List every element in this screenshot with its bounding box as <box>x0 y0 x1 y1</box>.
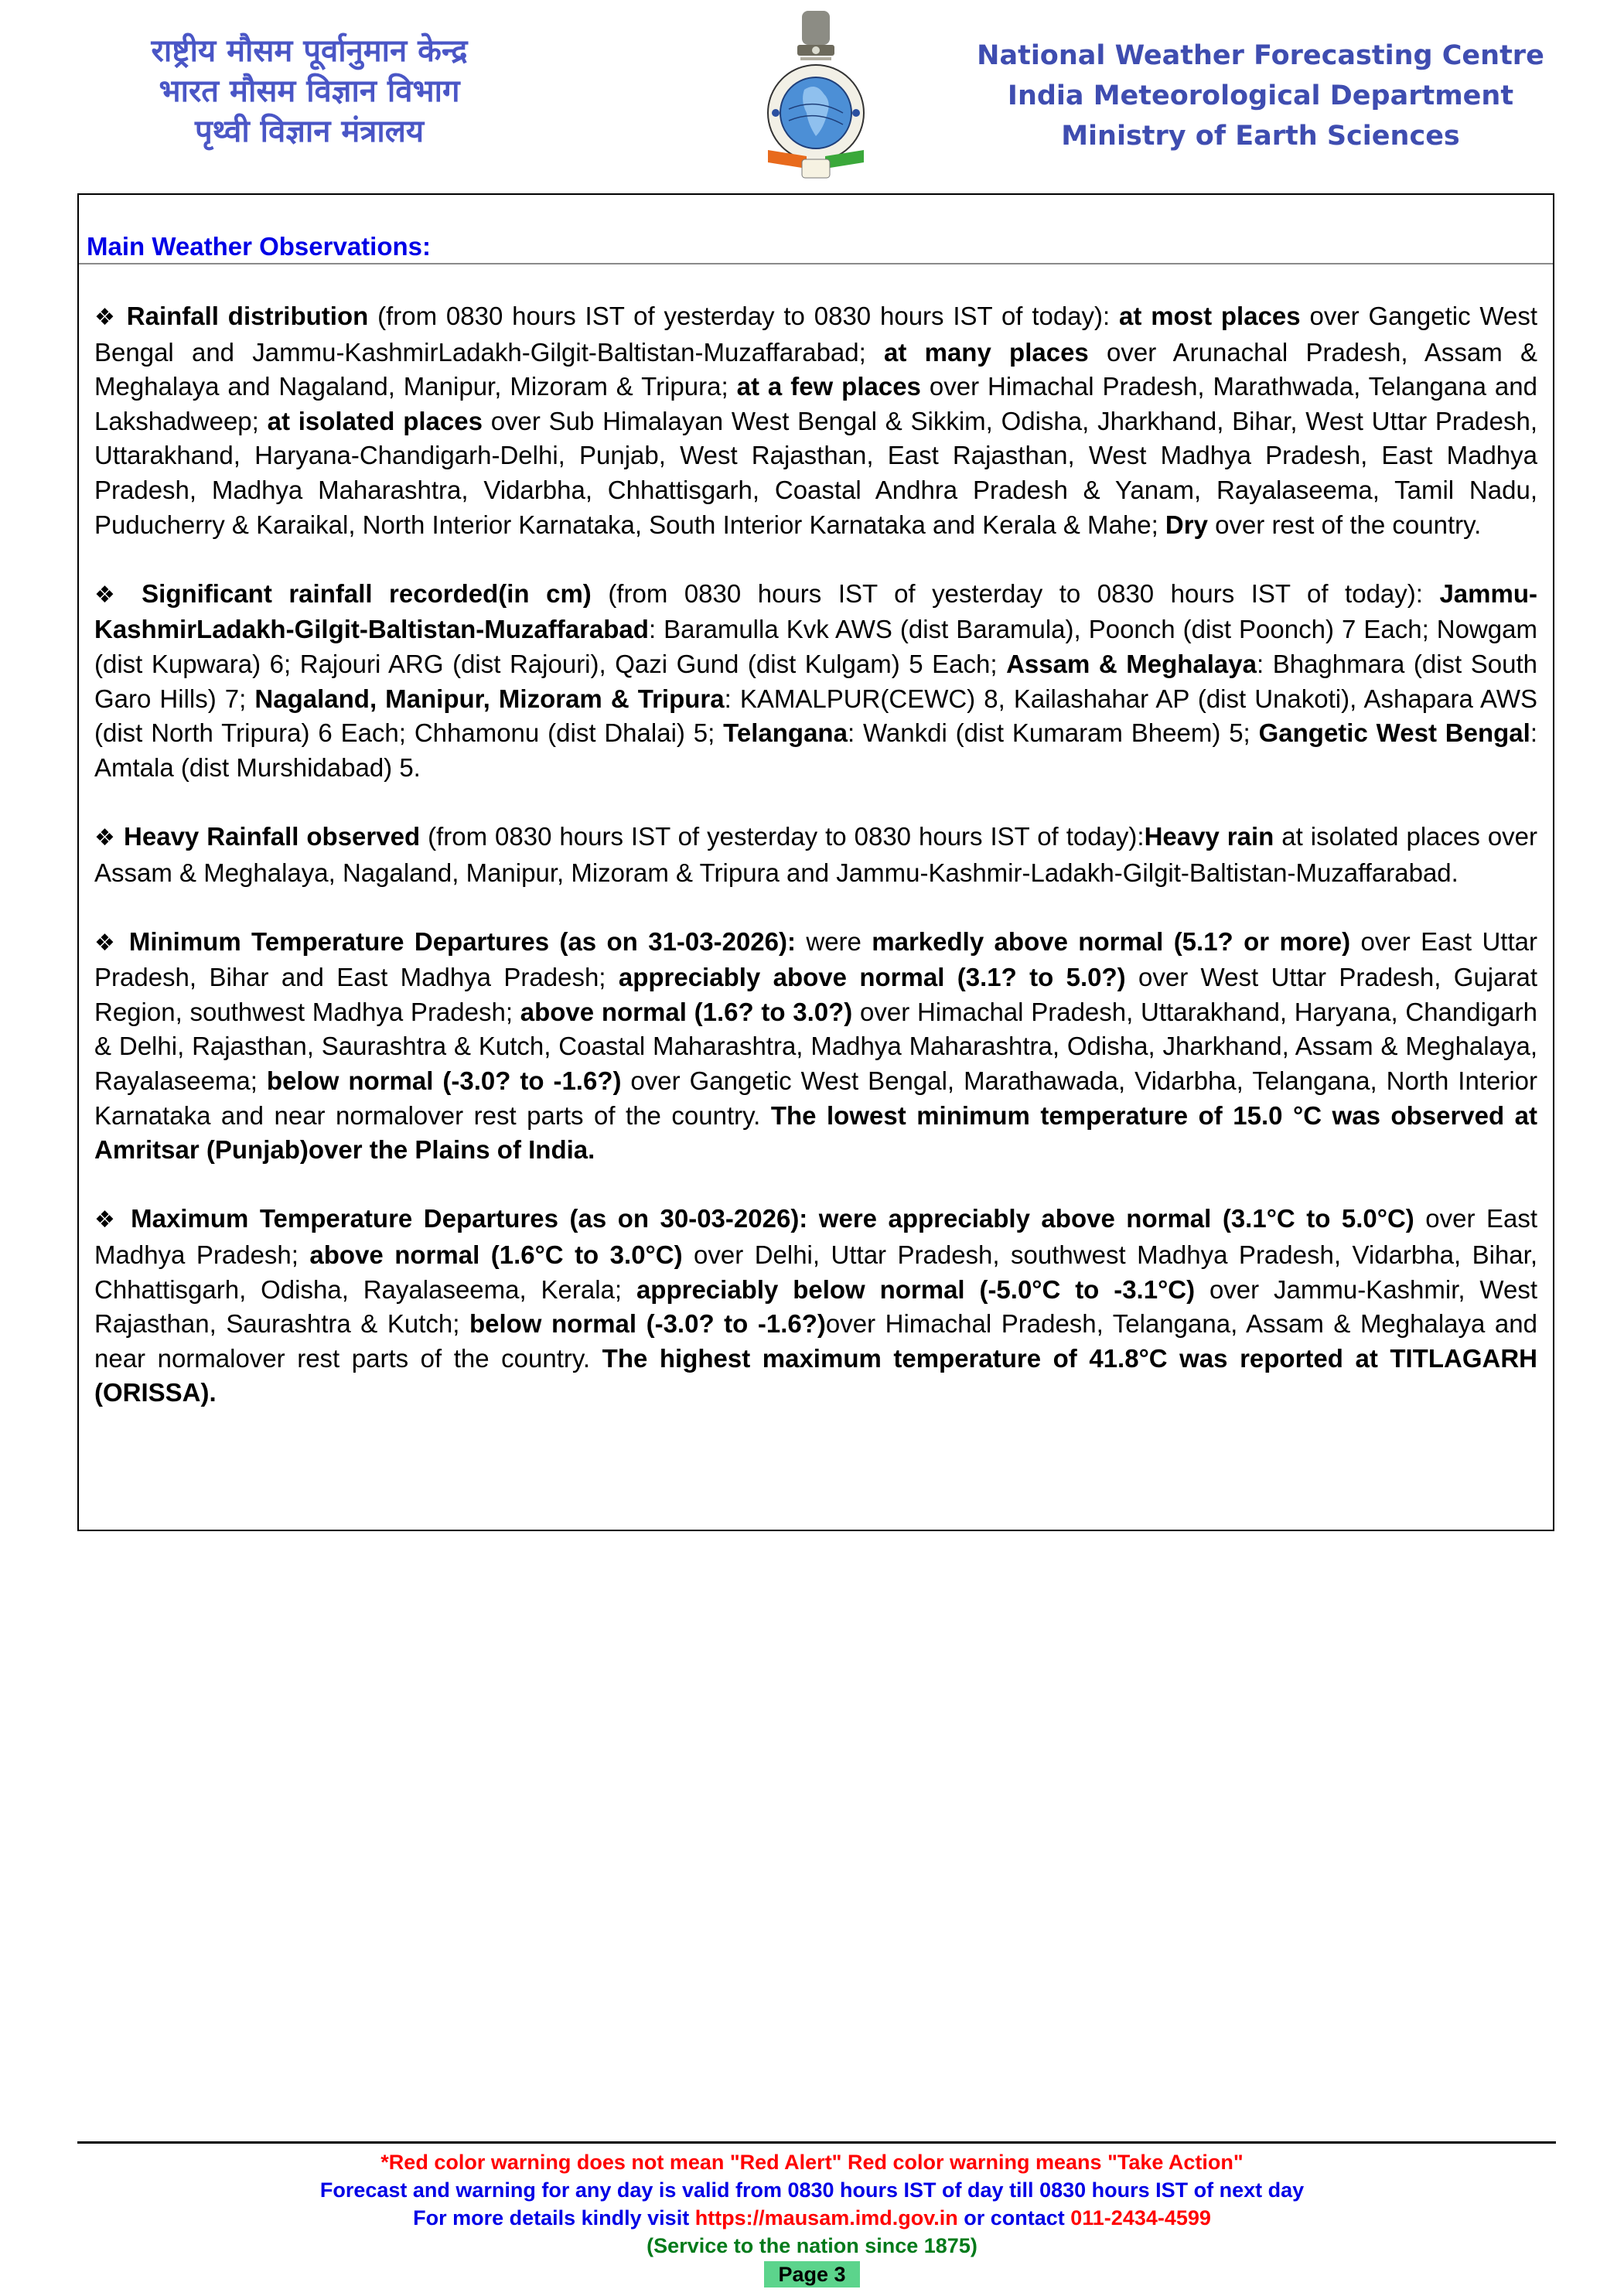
emphasis-text: Heavy Rainfall observed <box>124 821 421 851</box>
body-text: over Himachal Pradesh, Telangana, Assam & Meghalaya and near normalover rest parts of the country. <box>94 1309 1537 1373</box>
hindi-header <box>93 31 526 152</box>
phone-number: 011-2434-4599 <box>1070 2206 1211 2229</box>
observation-paragraph <box>94 299 1537 542</box>
emphasis-text: Significant rainfall recorded(in cm) <box>142 578 592 608</box>
hindi-header-line-3: पृथ्वी विज्ञान मंत्रालय <box>194 114 425 149</box>
observations-panel <box>77 193 1554 1531</box>
body-text: over Himachal Pradesh, Uttarakhand, Haryana, Chandigarh & Delhi, Rajasthan, Saurashtra & Kutch, Coastal Maharashtra, Madhya Maharashtra, Odisha, Jharkhand, Assam & Meghalaya, Rayalaseema; <box>94 997 1537 1096</box>
hindi-header-line-1: राष्ट्रीय मौसम पूर्वानुमान केन्द्र <box>151 33 468 69</box>
bullet-diamond-icon: ❖ <box>94 581 142 609</box>
emphasis-text: Dry <box>1165 510 1208 539</box>
body-text: over Arunachal Pradesh, Assam & Meghalaya and Nagaland, Manipur, Mizoram & Tripura; <box>94 337 1538 401</box>
body-text: : KAMALPUR(CEWC) 8, Kailashahar AP (dist Unakoti), Ashapara AWS (dist North Tripura) 6 Each; Chhamonu (dist Dhalai) 5; <box>94 684 1537 748</box>
body-text: over Jammu-Kashmir, West Rajasthan, Saurashtra & Kutch; <box>94 1274 1537 1339</box>
observation-paragraph <box>94 1202 1537 1411</box>
emphasis-text: Nagaland, Manipur, Mizoram & Tripura <box>254 684 725 713</box>
body-text: over East Uttar Pradesh, Bihar and East Madhya Pradesh; <box>94 926 1537 992</box>
emphasis-text: Maximum Temperature Departures (as on 30-03-2026): were appreciably above normal (3.1°C to 5.0°C) <box>131 1204 1414 1233</box>
section-divider <box>79 263 1553 264</box>
body-text: (from 0830 hours IST of yesterday to 0830 hours IST of today): <box>420 821 1145 851</box>
emphasis-text: above normal (1.6? to 3.0?) <box>520 997 853 1026</box>
observations-content <box>94 299 1537 1445</box>
emphasis-text: Assam & Meghalaya <box>1006 649 1257 678</box>
observation-paragraph <box>94 925 1537 1168</box>
body-text: over West Uttar Pradesh, Gujarat Region, southwest Madhya Pradesh; <box>94 963 1538 1026</box>
section-title: Main Weather Observations: <box>87 232 432 261</box>
emphasis-text: The highest maximum temperature of 41.8°C was reported at TITLAGARH (ORISSA). <box>94 1343 1537 1407</box>
red-warning-note: *Red color warning does not mean "Red Alert" Red color warning means "Take Action" <box>380 2151 1244 2174</box>
body-text: (from 0830 hours IST of yesterday to 0830 hours IST of today): <box>591 578 1440 608</box>
bullet-diamond-icon: ❖ <box>94 1206 131 1234</box>
validity-note: Forecast and warning for any day is valid from 0830 hours IST of day till 0830 hours IST of next day <box>319 2178 1305 2202</box>
emphasis-text: Jammu-KashmirLadakh-Gilgit-Baltistan-Muzaffarabad <box>94 578 1537 644</box>
body-text: over Gangetic West Bengal, Marathawada, Vidarbha, Telangana, North Interior Karnataka and near normalover rest parts of the country. <box>94 1066 1537 1130</box>
bullet-diamond-icon: ❖ <box>94 824 125 851</box>
body-text: over rest of the country. <box>1207 510 1482 539</box>
national-emblem-icon <box>797 11 834 60</box>
emphasis-text: appreciably above normal (3.1? to 5.0?) <box>618 963 1126 992</box>
body-text: over Sub Himalayan West Bengal & Sikkim, Odisha, Jharkhand, Bihar, West Uttar Pradesh, Uttarakhand, Haryana-Chandigarh-Delhi, Punjab, West Rajasthan, East Rajasthan, West Madhya Pradesh, East Madhya Pradesh, Madhya Maharashtra, Vidarbha, Chhattisgarh, Coastal Andhra Pradesh & Yanam, Rayalaseema, Tamil Nadu, Puducherry & Karaikal, North Interior Karnataka, South Interior Karnataka and Kerala & Mahe; <box>94 406 1537 539</box>
contact-prefix: or contact <box>957 2206 1071 2229</box>
body-text: : Amtala (dist Murshidabad) 5. <box>94 718 1537 782</box>
emphasis-text: markedly above normal (5.1? or more) <box>872 926 1351 956</box>
emphasis-text: Minimum Temperature Departures (as on 31-03-2026): <box>128 926 796 956</box>
body-text: at isolated places over Assam & Meghalaya, Nagaland, Manipur, Mizoram & Tripura and Jammu-Kashmir-Ladakh-Gilgit-Baltistan-Muzaffarabad. <box>94 821 1538 887</box>
emphasis-text: below normal (-3.0? to -1.6?) <box>469 1309 826 1339</box>
body-text: were <box>796 926 872 956</box>
page-footer <box>0 2148 1624 2288</box>
details-prefix: For more details kindly visit <box>413 2206 695 2229</box>
website-link[interactable]: https://mausam.imd.gov.in <box>694 2206 958 2229</box>
english-header-line-1: National Weather Forecasting Centre <box>977 40 1544 71</box>
page-number-badge: Page 3 <box>764 2261 859 2287</box>
body-text: (from 0830 hours IST of yesterday to 0830 hours IST of today): <box>368 302 1120 330</box>
emphasis-text: Heavy rain <box>1144 821 1274 851</box>
observation-paragraph <box>94 820 1537 890</box>
emphasis-text: below normal (-3.0? to -1.6?) <box>266 1066 622 1096</box>
english-header-line-2: India Meteorological Department <box>1007 80 1514 111</box>
body-text: over Delhi, Uttar Pradesh, southwest Madhya Pradesh, Vidarbha, Bihar, Chhattisgarh, Odisha, Rayalaseema, Kerala; <box>94 1240 1537 1304</box>
emphasis-text: at a few places <box>736 372 921 401</box>
emphasis-text: at isolated places <box>267 406 483 435</box>
body-text: over East Madhya Pradesh; <box>94 1204 1537 1270</box>
english-header-line-3: Ministry of Earth Sciences <box>1061 121 1460 152</box>
emphasis-text: Gangetic West Bengal <box>1258 718 1530 748</box>
imd-seal-icon <box>768 65 864 161</box>
english-header <box>967 36 1554 156</box>
body-text: : Bhaghmara (dist South Garo Hills) 7; <box>94 649 1537 713</box>
bullet-diamond-icon: ❖ <box>94 304 127 331</box>
footer-divider <box>77 2141 1556 2144</box>
emphasis-text: Telangana <box>723 718 848 748</box>
body-text: : Baramulla Kvk AWS (dist Baramula), Poonch (dist Poonch) 7 Each; Nowgam (dist Kupwara) 6; Rajouri ARG (dist Rajouri), Qazi Gund (dist Kulgam) 5 Each; <box>94 615 1537 678</box>
hindi-header-line-2: भारत मौसम विज्ञान विभाग <box>159 73 460 109</box>
contact-line <box>0 2204 1624 2232</box>
emphasis-text: Rainfall distribution <box>126 302 369 330</box>
body-text: : Wankdi (dist Kumaram Bheem) 5; <box>847 718 1259 748</box>
emphasis-text: appreciably below normal (-5.0°C to -3.1°C) <box>636 1274 1196 1304</box>
bullet-diamond-icon: ❖ <box>94 929 129 957</box>
service-tagline: (Service to the nation since 1875) <box>647 2234 977 2257</box>
body-text: over Gangetic West Bengal and Jammu-KashmirLadakh-Gilgit-Baltistan-Muzaffarabad; <box>94 302 1537 367</box>
observation-paragraph <box>94 577 1537 786</box>
emphasis-text: The lowest minimum temperature of 15.0 °C was observed at Amritsar (Punjab)over the Plains of India. <box>94 1100 1537 1165</box>
emphasis-text: at many places <box>884 337 1089 367</box>
emphasis-text: at most places <box>1119 302 1301 330</box>
body-text: over Himachal Pradesh, Marathwada, Telangana and Lakshadweep; <box>94 372 1537 435</box>
emphasis-text: above normal (1.6°C to 3.0°C) <box>309 1240 683 1270</box>
imd-emblem-icon <box>762 5 870 183</box>
